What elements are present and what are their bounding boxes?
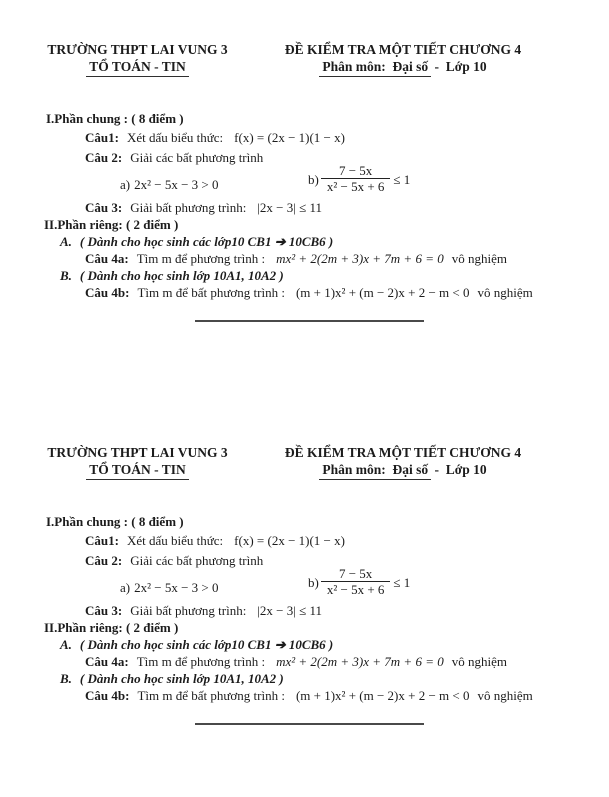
- fraction-denominator: x² − 5x + 6: [321, 178, 391, 195]
- question-4a: [0, 653, 609, 670]
- group-b-label: B.: [60, 268, 72, 283]
- grade-label: - Lớp 10: [431, 462, 487, 477]
- school-block: [46, 41, 229, 77]
- group-a-text: ( Dành cho học sinh các lớp10 CB1 ➔ 10CB6 ): [79, 637, 334, 652]
- question-2b-fraction: [321, 163, 391, 195]
- fraction-numerator: 7 − 5x: [338, 163, 373, 178]
- question-2b: [308, 566, 410, 598]
- question-2b-relation: ≤ 1: [393, 171, 411, 187]
- question-2a: [120, 176, 219, 193]
- exam-copy-1: [0, 36, 609, 322]
- question-3: [0, 199, 609, 216]
- department-underline: TỔ TOÁN - TIN: [86, 461, 188, 480]
- question-2-label: Câu 2:: [85, 553, 123, 568]
- question-4b-formula: (m + 1)x² + (m − 2)x + 2 − m < 0: [295, 688, 470, 703]
- question-2-subitems: [0, 163, 609, 197]
- question-4b-text: Tìm m để bất phương trình :: [137, 688, 285, 703]
- exam-title-block: [282, 41, 524, 77]
- question-1: [0, 532, 609, 549]
- question-4a-formula: mx² + 2(2m + 3)x + 7m + 6 = 0: [276, 654, 444, 669]
- question-2b: [308, 163, 410, 195]
- group-b-line: [0, 267, 609, 284]
- question-3-formula: |2x − 3| ≤ 11: [257, 603, 323, 618]
- exam-title: ĐỀ KIỂM TRA MỘT TIẾT CHƯƠNG 4: [284, 445, 522, 460]
- question-3-formula: |2x − 3| ≤ 11: [257, 200, 323, 215]
- question-1-label: Câu1:: [85, 130, 119, 145]
- subject-line: [282, 461, 524, 480]
- question-1: [0, 129, 609, 146]
- question-4b-text: Tìm m để bất phương trình :: [137, 285, 285, 300]
- group-a-line: [0, 233, 609, 250]
- exam-title: ĐỀ KIỂM TRA MỘT TIẾT CHƯƠNG 4: [284, 42, 522, 57]
- question-2b-relation: ≤ 1: [393, 574, 411, 590]
- group-b-text: ( Dành cho học sinh lớp 10A1, 10A2 ): [79, 671, 284, 686]
- divider-line: [195, 723, 424, 725]
- question-2-text: Giải các bất phương trình: [130, 150, 264, 165]
- question-4a-suffix: vô nghiệm: [451, 654, 507, 669]
- question-4b-label: Câu 4b:: [85, 688, 130, 703]
- grade-label: - Lớp 10: [431, 59, 487, 74]
- question-1-label: Câu1:: [85, 533, 119, 548]
- question-4a-suffix: vô nghiệm: [451, 251, 507, 266]
- question-2-label: Câu 2:: [85, 150, 123, 165]
- fraction-numerator: 7 − 5x: [338, 566, 373, 581]
- divider-line: [195, 320, 424, 322]
- question-4a-formula: mx² + 2(2m + 3)x + 7m + 6 = 0: [276, 251, 444, 266]
- header: [0, 439, 609, 480]
- exam-title-block: [282, 444, 524, 480]
- department-underline: TỔ TOÁN - TIN: [86, 58, 188, 77]
- group-b-line: [0, 670, 609, 687]
- question-4b: [0, 687, 609, 704]
- subject-label: Phân môn: Đại số: [319, 58, 431, 77]
- section-1-heading: I.Phần chung : ( 8 điểm ): [46, 514, 184, 529]
- question-4a: [0, 250, 609, 267]
- school-name: TRƯỜNG THPT LAI VUNG 3: [47, 42, 228, 57]
- header: [0, 36, 609, 77]
- question-4b-formula: (m + 1)x² + (m − 2)x + 2 − m < 0: [295, 285, 470, 300]
- question-4a-text: Tìm m để phương trình :: [136, 251, 266, 266]
- question-2b-fraction: [321, 566, 391, 598]
- section-2-heading: II.Phần riêng: ( 2 điểm ): [44, 620, 179, 635]
- exam-body: [0, 110, 609, 322]
- group-a-text: ( Dành cho học sinh các lớp10 CB1 ➔ 10CB6 ): [79, 234, 334, 249]
- section-1-heading: I.Phần chung : ( 8 điểm ): [46, 111, 184, 126]
- question-2b-label: b): [308, 574, 319, 590]
- question-2a-label: a): [120, 177, 131, 192]
- school-name: TRƯỜNG THPT LAI VUNG 3: [47, 445, 228, 460]
- question-2a-label: a): [120, 580, 131, 595]
- question-3-label: Câu 3:: [85, 603, 123, 618]
- question-4b-suffix: vô nghiệm: [477, 688, 533, 703]
- question-1-text: Xét dấu biểu thức:: [126, 533, 224, 548]
- exam-body: [0, 513, 609, 725]
- question-2-text: Giải các bất phương trình: [130, 553, 264, 568]
- question-4a-label: Câu 4a:: [85, 654, 129, 669]
- department-name: [46, 461, 229, 480]
- question-1-text: Xét dấu biểu thức:: [126, 130, 224, 145]
- group-b-label: B.: [60, 671, 72, 686]
- question-4a-text: Tìm m để phương trình :: [136, 654, 266, 669]
- fraction-denominator: x² − 5x + 6: [321, 581, 391, 598]
- question-3: [0, 602, 609, 619]
- group-a-label: A.: [60, 234, 72, 249]
- school-block: [46, 444, 229, 480]
- question-4b: [0, 284, 609, 301]
- question-2b-label: b): [308, 171, 319, 187]
- question-4b-suffix: vô nghiệm: [477, 285, 533, 300]
- question-4b-label: Câu 4b:: [85, 285, 130, 300]
- question-3-label: Câu 3:: [85, 200, 123, 215]
- department-name: [46, 58, 229, 77]
- question-4a-label: Câu 4a:: [85, 251, 129, 266]
- question-2a-formula: 2x² − 5x − 3 > 0: [134, 580, 219, 595]
- group-a-label: A.: [60, 637, 72, 652]
- section-2-heading: II.Phần riêng: ( 2 điểm ): [44, 217, 179, 232]
- question-2-subitems: [0, 566, 609, 600]
- exam-copy-2: [0, 439, 609, 725]
- question-1-formula: f(x) = (2x − 1)(1 − x): [234, 533, 345, 548]
- question-1-formula: f(x) = (2x − 1)(1 − x): [234, 130, 345, 145]
- subject-label: Phân môn: Đại số: [319, 461, 431, 480]
- group-a-line: [0, 636, 609, 653]
- question-2a: [120, 579, 219, 596]
- subject-line: [282, 58, 524, 77]
- group-b-text: ( Dành cho học sinh lớp 10A1, 10A2 ): [79, 268, 284, 283]
- question-2a-formula: 2x² − 5x − 3 > 0: [134, 177, 219, 192]
- question-3-text: Giải bất phương trình:: [130, 603, 247, 618]
- question-3-text: Giải bất phương trình:: [130, 200, 247, 215]
